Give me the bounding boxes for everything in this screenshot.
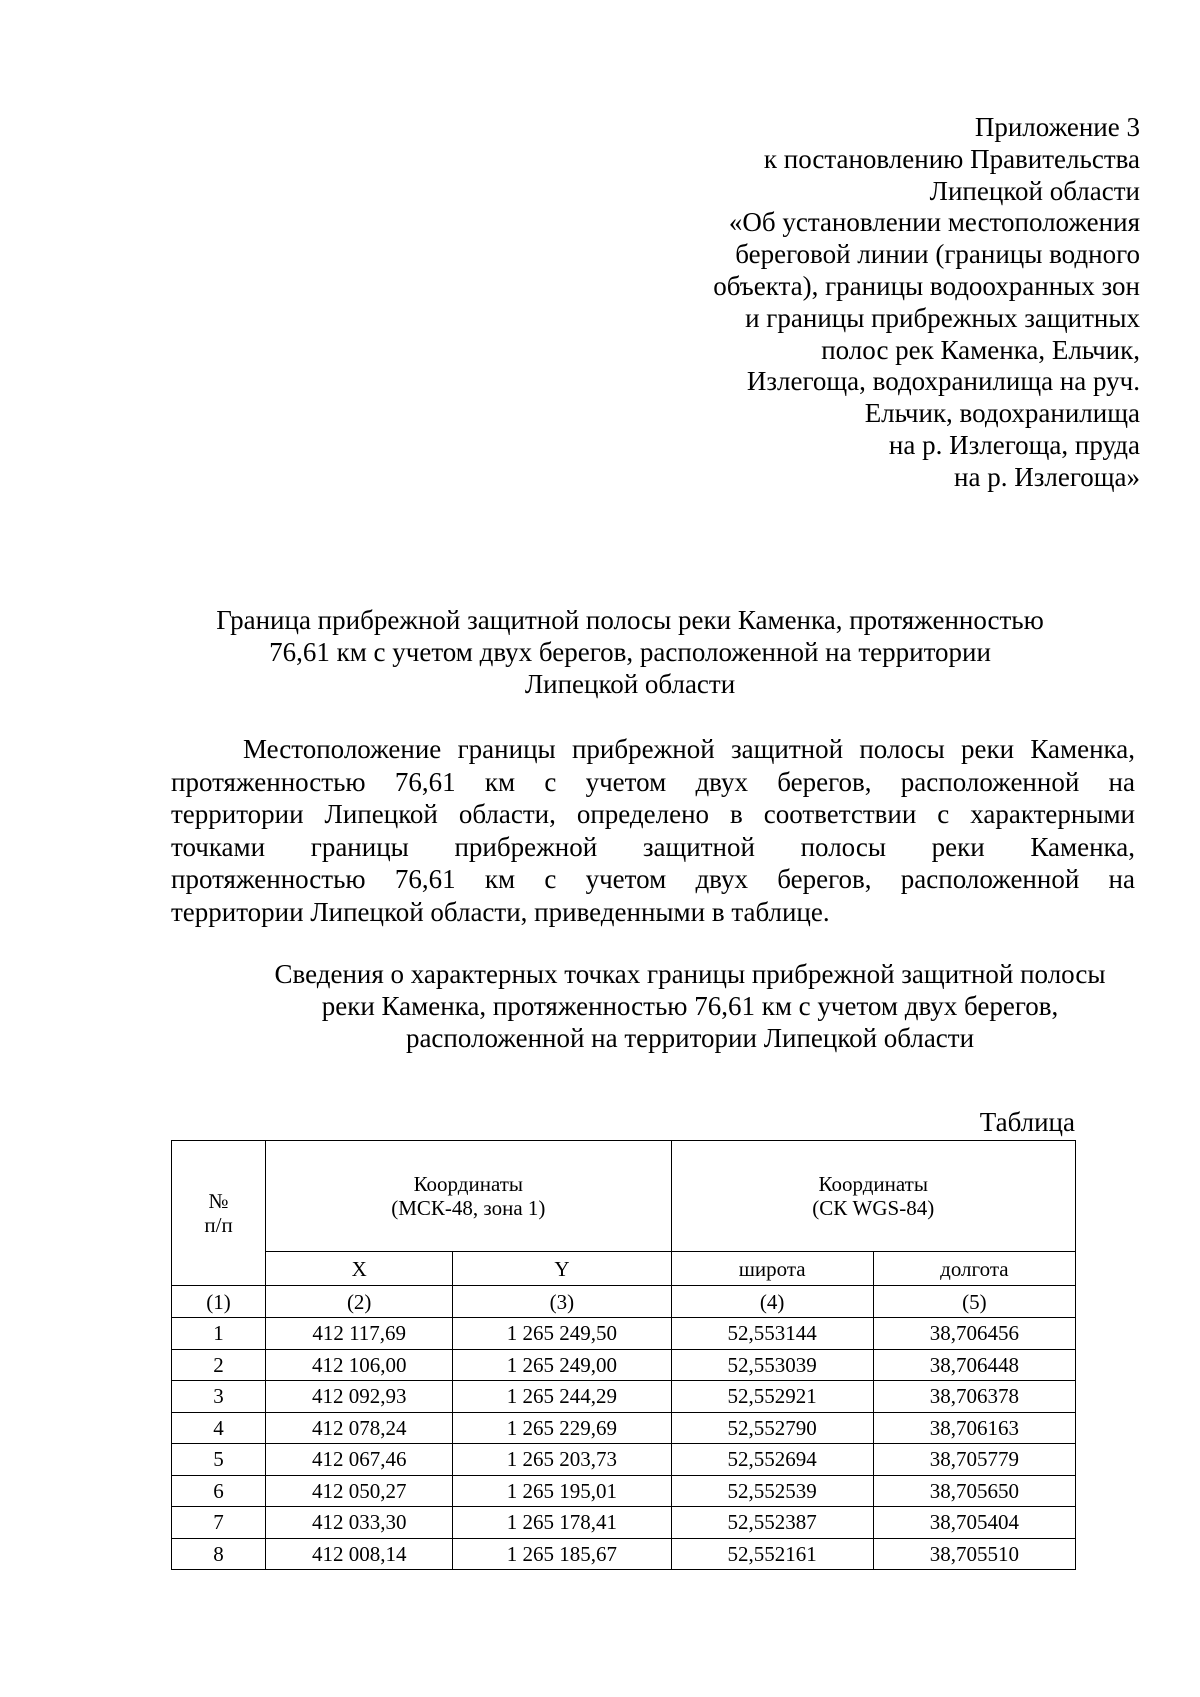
column-number: (5) [873,1286,1075,1318]
table-title-line: реки Каменка, протяженностью 76,61 км с учетом двух берегов, [321,991,1059,1021]
title-line: Липецкой области [524,669,736,699]
y-coordinate-cell: 1 265 203,73 [453,1444,671,1476]
y-coordinate-cell: 1 265 229,69 [453,1412,671,1444]
longitude-cell: 38,705779 [873,1444,1075,1476]
header-y: Y [453,1252,671,1286]
table-row [172,1538,1076,1570]
point-number-cell: 8 [172,1538,266,1570]
table-title-line: расположенной на территории Липецкой области [405,1023,975,1053]
appendix-line: к постановлению Правительства [763,143,1140,174]
appendix-line: Ельчик, водохранилища [864,398,1140,429]
x-coordinate-cell: 412 033,30 [266,1507,453,1539]
header-latitude: широта [671,1252,873,1286]
table-row [172,1412,1076,1444]
header-wgs-system: (СК WGS-84) [812,1196,935,1220]
header-longitude: долгота [873,1252,1075,1286]
y-coordinate-cell: 1 265 185,67 [453,1538,671,1570]
appendix-line: объекта), границы водоохранных зон [713,270,1140,301]
latitude-cell: 52,552539 [671,1475,873,1507]
point-number-cell: 1 [172,1318,266,1350]
column-number: (1) [172,1286,266,1318]
appendix-line: и границы прибрежных защитных [745,302,1140,333]
table-row [172,1318,1076,1350]
point-number-cell: 6 [172,1475,266,1507]
point-number-cell: 3 [172,1381,266,1413]
title-line: 76,61 км с учетом двух берегов, расположенной на территории [269,637,991,667]
y-coordinate-cell: 1 265 195,01 [453,1475,671,1507]
longitude-cell: 38,705510 [873,1538,1075,1570]
latitude-cell: 52,553039 [671,1349,873,1381]
column-number: (2) [266,1286,453,1318]
latitude-cell: 52,552694 [671,1444,873,1476]
appendix-line: Липецкой области [929,175,1140,206]
document-title [170,604,1090,700]
appendix-line: полос рек Каменка, Ельчик, [821,334,1140,365]
longitude-cell: 38,706456 [873,1318,1075,1350]
point-number-cell: 2 [172,1349,266,1381]
table-row [172,1507,1076,1539]
x-coordinate-cell: 412 117,69 [266,1318,453,1350]
x-coordinate-cell: 412 067,46 [266,1444,453,1476]
latitude-cell: 52,553144 [671,1318,873,1350]
header-wgs-title: Координаты [818,1172,928,1196]
column-numbers-row [172,1286,1076,1318]
paragraph-line: точками границы прибрежной защитной полосы реки Каменка, [171,831,1135,862]
header-row [172,1141,1076,1252]
point-number-cell: 5 [172,1444,266,1476]
appendix-line: береговой линии (границы водного [735,239,1140,270]
paragraph-line: протяженностью 76,61 км с учетом двух берегов, расположенной на [171,864,1135,894]
latitude-cell: 52,552921 [671,1381,873,1413]
header-msk-group [266,1141,671,1252]
title-line: Граница прибрежной защитной полосы реки Каменка, протяженностью [216,605,1044,635]
latitude-cell: 52,552387 [671,1507,873,1539]
table-row [172,1475,1076,1507]
table-title [240,958,1140,1054]
coordinates-table [171,1140,1076,1570]
y-coordinate-cell: 1 265 244,29 [453,1381,671,1413]
subheader-row [172,1252,1076,1286]
y-coordinate-cell: 1 265 249,00 [453,1349,671,1381]
point-number-cell: 4 [172,1412,266,1444]
table-label: Таблица [979,1107,1075,1137]
y-coordinate-cell: 1 265 249,50 [453,1318,671,1350]
table-row [172,1381,1076,1413]
latitude-cell: 52,552790 [671,1412,873,1444]
appendix-line: Излегоща, водохранилища на руч. [746,366,1140,397]
column-number: (4) [671,1286,873,1318]
table-row [172,1349,1076,1381]
x-coordinate-cell: 412 078,24 [266,1412,453,1444]
header-num-label: п/п [204,1213,233,1237]
paragraph-line: территории Липецкой области, приведенными в таблице. [171,896,830,927]
longitude-cell: 38,705650 [873,1475,1075,1507]
body-paragraph [171,733,1135,928]
header-num-symbol: № [208,1189,229,1213]
table-title-line: Сведения о характерных точках границы прибрежной защитной полосы [274,959,1106,989]
longitude-cell: 38,705404 [873,1507,1075,1539]
appendix-line: на р. Излегоща, пруда [888,429,1140,460]
paragraph-line: территории Липецкой области, определено в соответствии с характерными [171,799,1135,829]
longitude-cell: 38,706448 [873,1349,1075,1381]
latitude-cell: 52,552161 [671,1538,873,1570]
x-coordinate-cell: 412 050,27 [266,1475,453,1507]
x-coordinate-cell: 412 008,14 [266,1538,453,1570]
x-coordinate-cell: 412 092,93 [266,1381,453,1413]
header-x: X [266,1252,453,1286]
x-coordinate-cell: 412 106,00 [266,1349,453,1381]
appendix-line: на р. Излегоща» [954,461,1140,492]
paragraph-line: Местоположение границы прибрежной защитной полосы реки Каменка, [243,734,1135,764]
appendix-line: «Об установлении местоположения [728,207,1140,238]
header-msk-system: (МСК-48, зона 1) [391,1196,546,1220]
y-coordinate-cell: 1 265 178,41 [453,1507,671,1539]
appendix-header [620,112,1140,494]
header-num-cell [172,1141,266,1286]
paragraph-line: протяженностью 76,61 км с учетом двух берегов, расположенной на [171,766,1135,797]
appendix-line: Приложение 3 [974,112,1140,142]
column-number: (3) [453,1286,671,1318]
point-number-cell: 7 [172,1507,266,1539]
header-wgs-group [671,1141,1075,1252]
header-msk-title: Координаты [413,1172,524,1196]
table-row [172,1444,1076,1476]
longitude-cell: 38,706378 [873,1381,1075,1413]
longitude-cell: 38,706163 [873,1412,1075,1444]
